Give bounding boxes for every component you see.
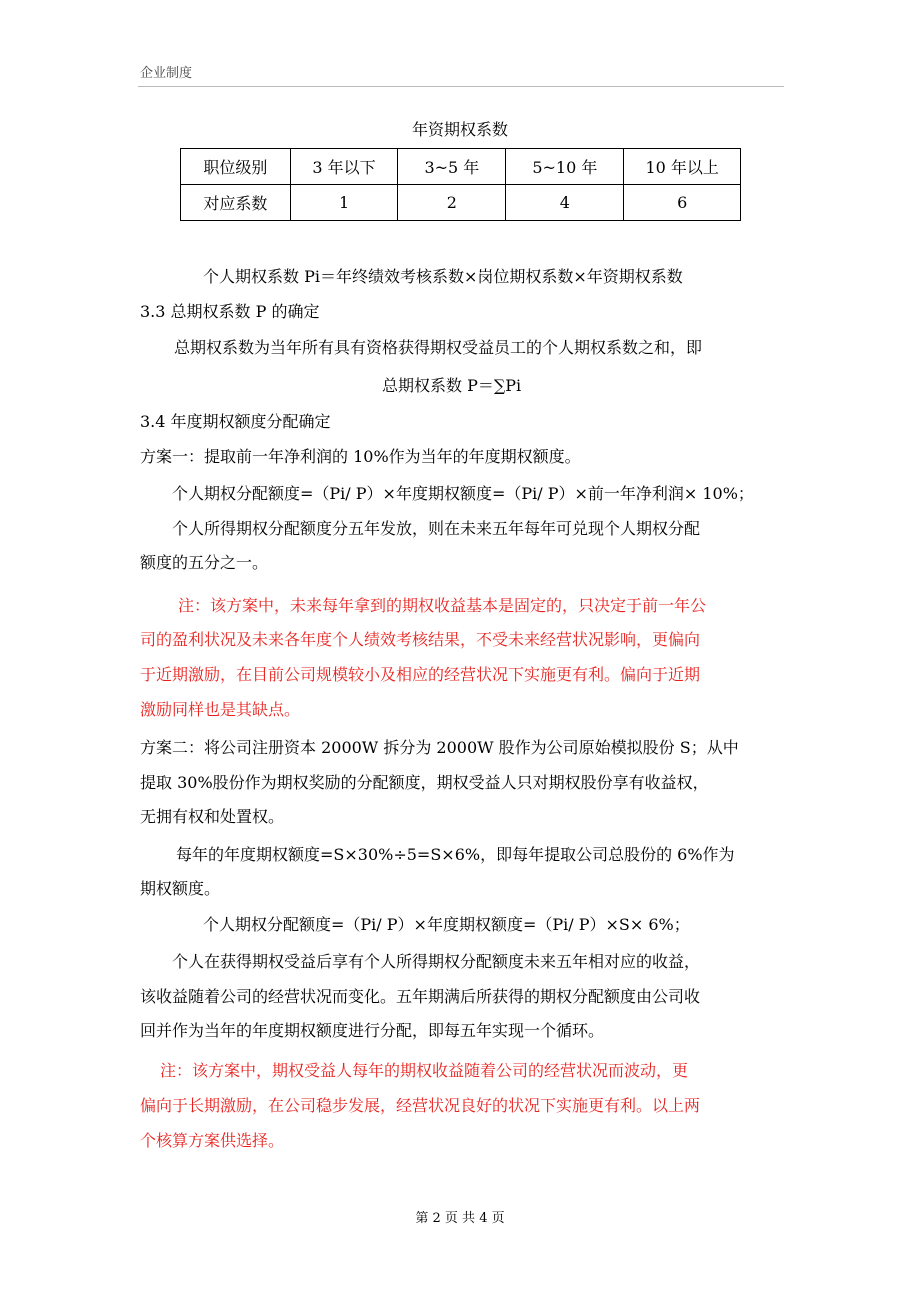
note-plan-one: 激励同样也是其缺点。 <box>140 700 301 719</box>
table-cell: 职位级别 <box>181 149 291 185</box>
section-heading-3-3: 3.3 总期权系数 P 的确定 <box>140 302 320 321</box>
table-cell: 6 <box>624 185 741 221</box>
formula-plan-two: 每年的年度期权额度=S×30%÷5=S×6%，即每年提取公司总股份的 6%作为 <box>176 845 735 864</box>
page-number: 第 2 页 共 4 页 <box>415 1211 505 1226</box>
table-row <box>181 185 741 221</box>
paragraph: 无拥有权和处置权。 <box>140 807 285 826</box>
paragraph: 总期权系数为当年所有具有资格获得期权受益员工的个人期权系数之和，即 <box>174 338 703 357</box>
section-heading-3-4: 3.4 年度期权额度分配确定 <box>140 412 331 431</box>
formula-plan-two-allocation: 个人期权分配额度=（Pi/ P）×年度期权额度=（Pi/ P）×S× 6%； <box>203 915 690 934</box>
table-cell: 对应系数 <box>181 185 291 221</box>
note-plan-two: 个核算方案供选择。 <box>140 1131 285 1150</box>
note-plan-one: 于近期激励，在目前公司规模较小及相应的经营状况下实施更有利。偏向于近期 <box>140 665 701 684</box>
table-row <box>181 149 741 185</box>
paragraph: 额度的五分之一。 <box>140 553 269 572</box>
formula-total-coefficient: 总期权系数 P＝∑Pi <box>382 376 522 395</box>
paragraph: 个人在获得期权受益后享有个人所得期权分配额度未来五年相对应的收益， <box>172 952 701 971</box>
table-cell: 4 <box>506 185 624 221</box>
table-title: 年资期权系数 <box>411 120 508 139</box>
formula-plan-one: 个人期权分配额度=（Pi/ P）×年度期权额度=（Pi/ P）×前一年净利润× 10%； <box>172 484 754 503</box>
paragraph: 方案一：提取前一年净利润的 10%作为当年的年度期权额度。 <box>140 447 581 466</box>
paragraph: 方案二：将公司注册资本 2000W 拆分为 2000W 股作为公司原始模拟股份 S；从中 <box>140 738 739 757</box>
table-cell: 2 <box>398 185 506 221</box>
page-header: 企业制度 <box>140 66 193 81</box>
paragraph: 提取 30%股份作为期权奖励的分配额度，期权受益人只对期权股份享有收益权， <box>140 773 709 792</box>
paragraph: 个人所得期权分配额度分五年发放，则在未来五年每年可兑现个人期权分配 <box>172 519 701 538</box>
table-cell: 1 <box>290 185 398 221</box>
note-plan-two: 偏向于长期激励，在公司稳步发展，经营状况良好的状况下实施更有利。以上两 <box>140 1096 701 1115</box>
table-cell: 5~10 年 <box>506 149 624 185</box>
note-plan-two: 注：该方案中，期权受益人每年的期权收益随着公司的经营状况而波动，更 <box>160 1061 689 1080</box>
paragraph: 期权额度。 <box>140 879 221 898</box>
table-cell: 10 年以上 <box>624 149 741 185</box>
table-cell: 3~5 年 <box>398 149 506 185</box>
table-cell: 3 年以下 <box>290 149 398 185</box>
note-plan-one: 注：该方案中，未来每年拿到的期权收益基本是固定的，只决定于前一年公 <box>178 596 707 615</box>
formula-personal-coefficient: 个人期权系数 Pi＝年终绩效考核系数×岗位期权系数×年资期权系数 <box>203 267 683 286</box>
seniority-coefficient-table <box>180 148 741 221</box>
paragraph: 回并作为当年的年度期权额度进行分配，即每五年实现一个循环。 <box>140 1021 605 1040</box>
header-divider <box>138 86 784 87</box>
note-plan-one: 司的盈利状况及未来各年度个人绩效考核结果，不受未来经营状况影响，更偏向 <box>140 630 701 649</box>
paragraph: 该收益随着公司的经营状况而变化。五年期满后所获得的期权分配额度由公司收 <box>140 987 701 1006</box>
